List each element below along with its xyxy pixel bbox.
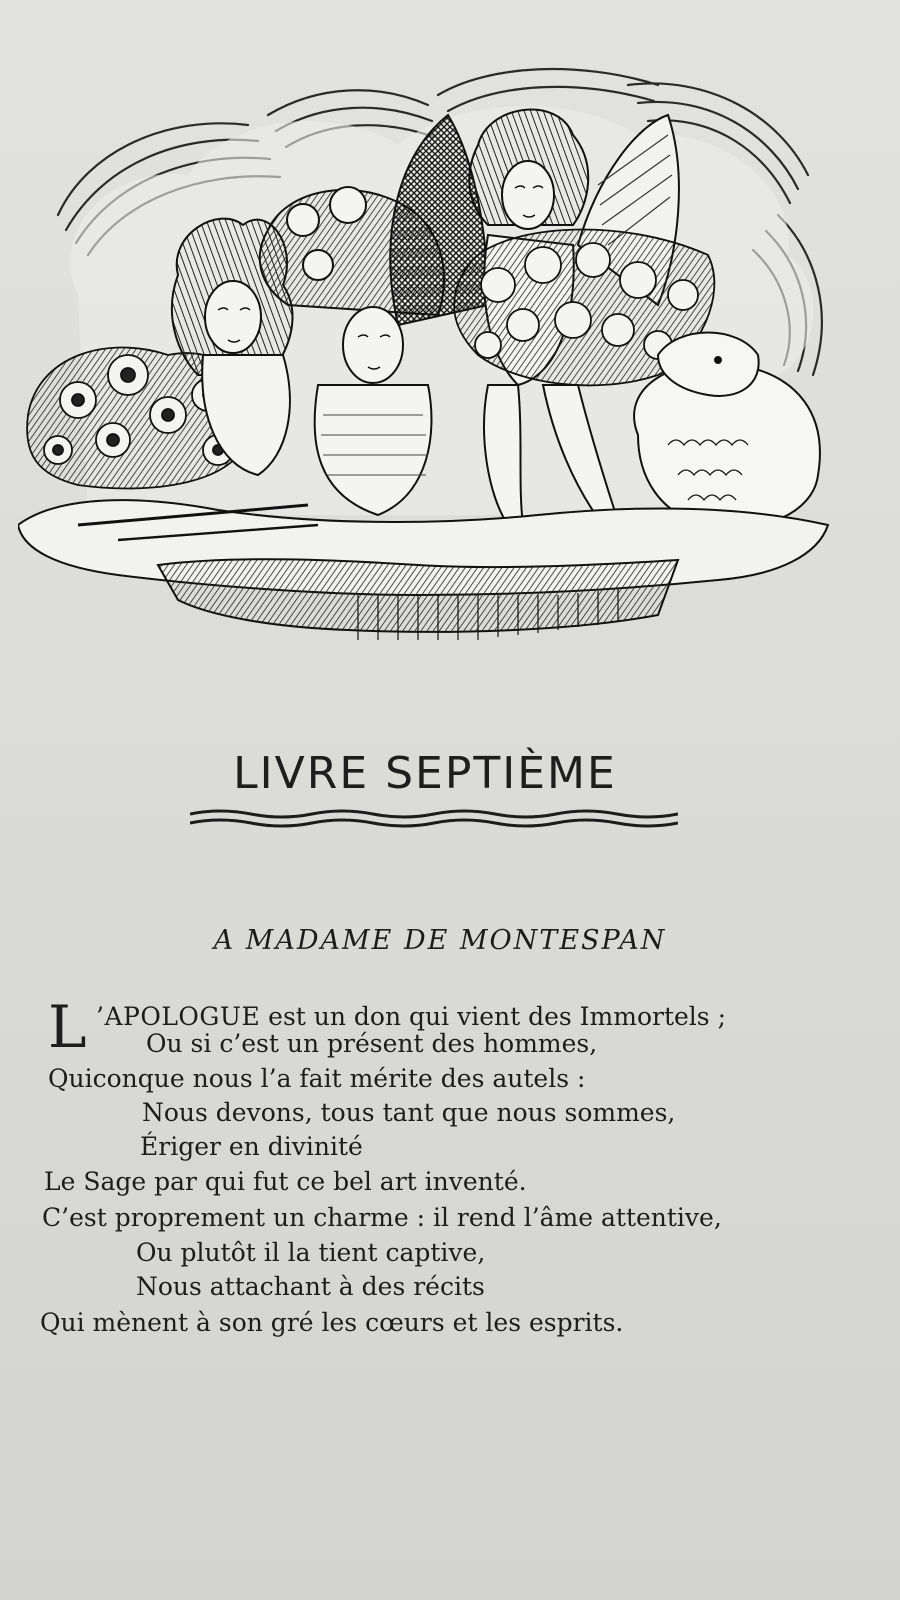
poem-line-1 <box>96 1004 726 1029</box>
title-wavy-rule <box>190 808 678 830</box>
poem-line-2: Ou si c’est un présent des hommes, <box>146 1029 598 1058</box>
poem-line-6: Le Sage par qui fut ce bel art inventé. <box>44 1167 527 1196</box>
drop-cap: L <box>48 993 87 1061</box>
page-title: LIVRE SEPTIÈME <box>233 748 617 799</box>
engraving-vignette-icon <box>18 55 848 640</box>
poem-line-3: Quiconque nous l’a fait mérite des autels : <box>48 1064 586 1093</box>
first-word-caps: ’APOLOGUE <box>96 1002 261 1031</box>
poem-line-5: Ériger en divinité <box>140 1132 363 1161</box>
first-line-rest: est un don qui vient des Immortels ; <box>260 1002 726 1031</box>
poem-line-4: Nous devons, tous tant que nous sommes, <box>142 1098 676 1127</box>
poem-line-7: C’est proprement un charme : il rend l’âme attentive, <box>42 1203 722 1232</box>
poem-line-10: Qui mènent à son gré les cœurs et les esprits. <box>40 1308 624 1337</box>
dedication-heading: A MADAME DE MONTESPAN <box>213 925 667 956</box>
poem-line-8: Ou plutôt il la tient captive, <box>136 1238 486 1267</box>
poem-line-9: Nous attachant à des récits <box>136 1272 485 1301</box>
